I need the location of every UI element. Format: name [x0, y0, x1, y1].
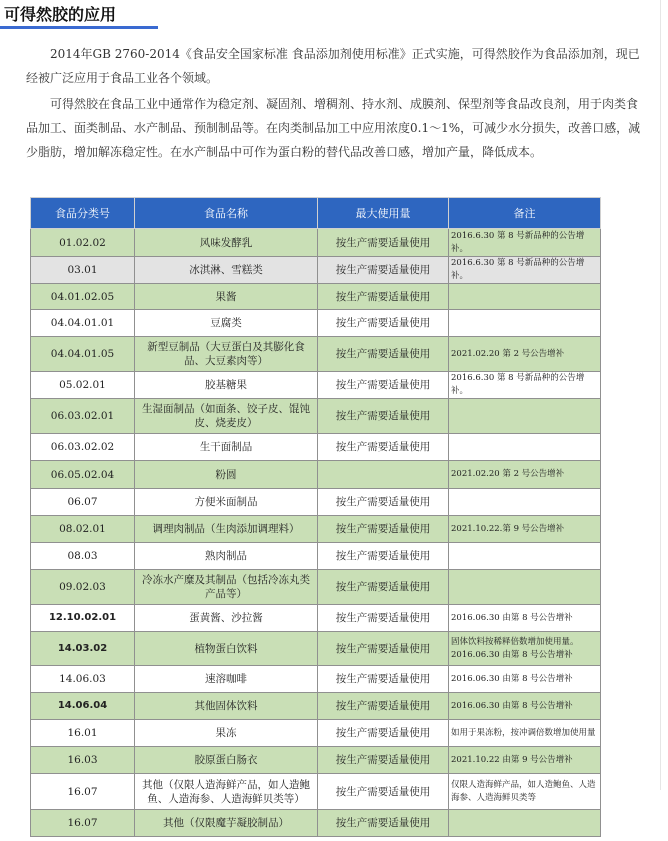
- cell-remarks: [449, 543, 601, 570]
- cell-food-name: 生干面制品: [135, 434, 318, 461]
- cell-remarks: [449, 284, 601, 310]
- cell-category-code: 14.03.02: [31, 632, 135, 666]
- cell-food-name: 冰淇淋、雪糕类: [135, 257, 318, 284]
- cell-max-usage: 按生产需要适量使用: [318, 774, 449, 810]
- cell-remarks: 2016.06.30 由第 8 号公告增补: [449, 605, 601, 632]
- cell-food-name: 风味发酵乳: [135, 229, 318, 257]
- cell-category-code: 01.02.02: [31, 229, 135, 257]
- cell-remarks: 2016.06.30 由第 8 号公告增补: [449, 693, 601, 720]
- cell-category-code: 08.03: [31, 543, 135, 570]
- cell-remarks: [449, 570, 601, 605]
- cell-max-usage: 按生产需要适量使用: [318, 747, 449, 774]
- cell-remarks: 2021.10.22.第 9 号公告增补: [449, 516, 601, 543]
- cell-max-usage: 按生产需要适量使用: [318, 372, 449, 399]
- cell-food-name: 调理肉制品（生肉添加调理料）: [135, 516, 318, 543]
- cell-max-usage: 按生产需要适量使用: [318, 284, 449, 310]
- table-row: [31, 720, 601, 747]
- title-underline: [0, 26, 158, 29]
- cell-category-code: 04.04.01.01: [31, 310, 135, 337]
- cell-category-code: 16.03: [31, 747, 135, 774]
- usage-table: [30, 197, 601, 837]
- cell-remarks: 2021.10.22 由第 9 号公告增补: [449, 747, 601, 774]
- table-header-row: [31, 198, 601, 229]
- header-food-name: 食品名称: [135, 198, 318, 229]
- cell-max-usage: 按生产需要适量使用: [318, 543, 449, 570]
- table-row: [31, 666, 601, 693]
- cell-category-code: 14.06.03: [31, 666, 135, 693]
- table-row: [31, 489, 601, 516]
- cell-max-usage: 按生产需要适量使用: [318, 434, 449, 461]
- header-max-usage: 最大使用量: [318, 198, 449, 229]
- cell-max-usage: 按生产需要适量使用: [318, 570, 449, 605]
- page-border: [660, 0, 661, 790]
- table-row: [31, 434, 601, 461]
- cell-food-name: 方便米面制品: [135, 489, 318, 516]
- cell-category-code: 16.07: [31, 774, 135, 810]
- cell-food-name: 其他固体饮料: [135, 693, 318, 720]
- cell-max-usage: 按生产需要适量使用: [318, 310, 449, 337]
- table-row: [31, 543, 601, 570]
- cell-remarks: [449, 810, 601, 837]
- cell-max-usage: 按生产需要适量使用: [318, 257, 449, 284]
- cell-remarks: 如用于果冻粉，按冲调倍数增加使用量: [449, 720, 601, 747]
- cell-remarks: [449, 310, 601, 337]
- cell-remarks: 2016.6.30 第 8 号新品种的公告增补。: [449, 257, 601, 284]
- cell-remarks: [449, 489, 601, 516]
- cell-max-usage: 按生产需要适量使用: [318, 337, 449, 372]
- cell-category-code: 04.01.02.05: [31, 284, 135, 310]
- cell-category-code: 14.06.04: [31, 693, 135, 720]
- table-row: [31, 747, 601, 774]
- cell-max-usage: 按生产需要适量使用: [318, 720, 449, 747]
- cell-category-code: 05.02.01: [31, 372, 135, 399]
- cell-category-code: 16.01: [31, 720, 135, 747]
- cell-remarks: 2021.02.20 第 2 号公告增补: [449, 461, 601, 489]
- table-row: [31, 605, 601, 632]
- cell-food-name: 粉圆: [135, 461, 318, 489]
- table-row: [31, 461, 601, 489]
- cell-category-code: 06.03.02.01: [31, 399, 135, 434]
- cell-remarks: 仅限人造海鲜产品，如人造鲍鱼、人造海参、人造海鲜贝类等: [449, 774, 601, 810]
- cell-category-code: 16.07: [31, 810, 135, 837]
- cell-food-name: 新型豆制品（大豆蛋白及其膨化食品、大豆素肉等）: [135, 337, 318, 372]
- cell-category-code: 08.02.01: [31, 516, 135, 543]
- cell-max-usage: 按生产需要适量使用: [318, 516, 449, 543]
- intro-paragraph: 2014年GB 2760-2014《食品安全国家标准 食品添加剂使用标准》正式实施，可得然胶作为食品添加剂，现已经被广泛应用于食品工业各个领域。: [26, 47, 640, 85]
- cell-food-name: 豆腐类: [135, 310, 318, 337]
- cell-food-name: 冷冻水产糜及其制品（包括冷冻丸类产品等）: [135, 570, 318, 605]
- table-row: [31, 310, 601, 337]
- usage-paragraph: 可得然胶在食品工业中通常作为稳定剂、凝固剂、增稠剂、持水剂、成膜剂、保型剂等食品改良剂，用于肉类食品加工、面类制品、水产制品、预制制品等。在肉类制品加工中应用浓度0.1～1%，可减少水分损失，改善口感，减少脂肪，增加解冻稳定性。在水产制品中可作为蛋白粉的替代品改善口感，增加产量，降低成本。: [26, 97, 641, 159]
- cell-category-code: 06.03.02.02: [31, 434, 135, 461]
- cell-category-code: 04.04.01.05: [31, 337, 135, 372]
- cell-food-name: 其他（仅限魔芋凝胶制品）: [135, 810, 318, 837]
- cell-food-name: 熟肉制品: [135, 543, 318, 570]
- cell-category-code: 09.02.03: [31, 570, 135, 605]
- cell-remarks: 2016.06.30 由第 8 号公告增补: [449, 666, 601, 693]
- cell-category-code: 03.01: [31, 257, 135, 284]
- cell-remarks: 2016.6.30 第 8 号新品种的公告增补。: [449, 229, 601, 257]
- cell-remarks: 2021.02.20 第 2 号公告增补: [449, 337, 601, 372]
- cell-food-name: 其他（仅限人造海鲜产品，如人造鲍鱼、人造海参、人造海鲜贝类等）: [135, 774, 318, 810]
- cell-remarks: 2016.6.30 第 8 号新品种的公告增补。: [449, 372, 601, 399]
- cell-food-name: 胶原蛋白肠衣: [135, 747, 318, 774]
- cell-food-name: 植物蛋白饮料: [135, 632, 318, 666]
- table-row: [31, 257, 601, 284]
- cell-max-usage: 按生产需要适量使用: [318, 632, 449, 666]
- table-row: [31, 229, 601, 257]
- table-body: [31, 229, 601, 837]
- cell-max-usage: 按生产需要适量使用: [318, 229, 449, 257]
- cell-max-usage: 按生产需要适量使用: [318, 489, 449, 516]
- cell-remarks: [449, 434, 601, 461]
- cell-food-name: 果酱: [135, 284, 318, 310]
- cell-category-code: 12.10.02.01: [31, 605, 135, 632]
- cell-max-usage: 按生产需要适量使用: [318, 810, 449, 837]
- table-row: [31, 810, 601, 837]
- page-title: 可得然胶的应用: [4, 5, 117, 24]
- table-row: [31, 774, 601, 810]
- table-row: [31, 516, 601, 543]
- cell-max-usage: 按生产需要适量使用: [318, 399, 449, 434]
- header-category-code: 食品分类号: [31, 198, 135, 229]
- cell-food-name: 速溶咖啡: [135, 666, 318, 693]
- table-row: [31, 693, 601, 720]
- cell-max-usage: 按生产需要适量使用: [318, 693, 449, 720]
- cell-category-code: 06.05.02.04: [31, 461, 135, 489]
- table-row: [31, 372, 601, 399]
- table-row: [31, 284, 601, 310]
- cell-food-name: 胶基糖果: [135, 372, 318, 399]
- cell-food-name: 生湿面制品（如面条、饺子皮、馄饨皮、烧麦皮）: [135, 399, 318, 434]
- table-row: [31, 632, 601, 666]
- cell-food-name: 蛋黄酱、沙拉酱: [135, 605, 318, 632]
- cell-remarks: [449, 399, 601, 434]
- table-row: [31, 570, 601, 605]
- cell-food-name: 果冻: [135, 720, 318, 747]
- cell-max-usage: 按生产需要适量使用: [318, 666, 449, 693]
- cell-remarks: 固体饮料按稀释倍数增加使用量。2016.06.30 由第 8 号公告增补: [449, 632, 601, 666]
- table-row: [31, 399, 601, 434]
- table-row: [31, 337, 601, 372]
- cell-max-usage: [318, 461, 449, 489]
- cell-max-usage: 按生产需要适量使用: [318, 605, 449, 632]
- cell-category-code: 06.07: [31, 489, 135, 516]
- header-remarks: 备注: [449, 198, 601, 229]
